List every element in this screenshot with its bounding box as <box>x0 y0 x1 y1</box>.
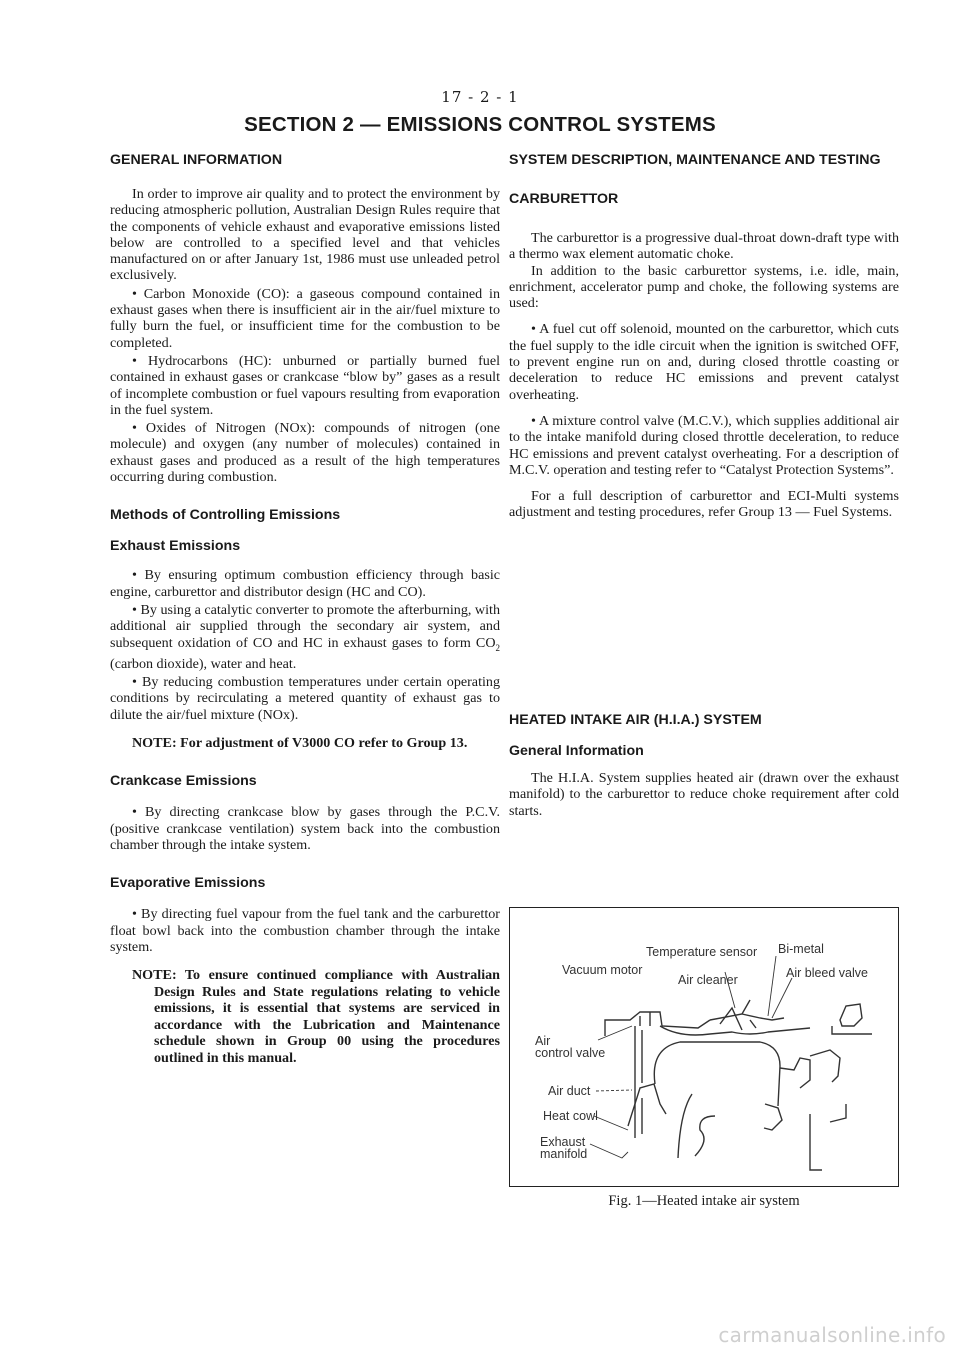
exhaust-manifold-shape <box>678 1094 715 1158</box>
label-bi-metal: Bi-metal <box>778 942 824 956</box>
crankcase-emissions-heading: Crankcase Emissions <box>110 773 257 790</box>
hia-general-information-heading: General Information <box>509 743 644 759</box>
bullet-hydrocarbons: • Hydrocarbons (HC): unburned or partially burned fuel contained in exhaust gases or crankcase “blow by” gases as a result of incomplete combustion or fuel vapours resulting from evaporation in the fuel system. <box>110 352 500 418</box>
carburettor-bullet-1: • A fuel cut off solenoid, mounted on the carburettor, which cuts the fuel supply to the idle circuit when the ignition is switched OFF, to prevent engine run on and, during closed throttle coasting or deceleration to reduce HC emissions and prevent catalyst overheating. <box>509 321 899 403</box>
label-manifold: manifold <box>540 1147 588 1161</box>
left-column <box>110 152 500 1066</box>
carburettor-paragraph-2: In addition to the basic carburettor systems, i.e. idle, main, enrichment, accelerator pump and choke, the following systems are used: <box>509 262 899 312</box>
label-vacuum-motor: Vacuum motor <box>562 963 643 977</box>
page-number: 17 - 2 - 1 <box>441 88 519 106</box>
air-duct-tube <box>635 1026 642 1138</box>
carburettor-heading: CARBURETTOR <box>509 191 619 207</box>
general-information-heading: GENERAL INFORMATION <box>110 152 283 168</box>
note-v3000: NOTE: For adjustment of V3000 CO refer to Group 13. <box>132 734 468 751</box>
label-air-cleaner: Air cleaner <box>678 973 738 987</box>
label-air-duct: Air duct <box>548 1084 591 1098</box>
label-exhaust: Exhaust <box>540 1135 586 1149</box>
section-title: SECTION 2 — EMISSIONS CONTROL SYSTEMS <box>244 113 716 136</box>
air-cleaner-snorkel <box>605 1012 710 1036</box>
hia-paragraph-1: The H.I.A. System supplies heated air (drawn over the exhaust manifold) to the carburettor to reduce choke requirement after cold starts. <box>509 770 899 819</box>
exhaust-bullet-3: • By reducing combustion temperatures under certain operating conditions by recirculating a metered quantity of exhaust gas to dilute the air/fuel mixture (NOx). <box>110 673 500 723</box>
crankcase-bullet-1: • By directing crankcase blow by gases through the P.C.V. (positive crankcase ventilation) system back into the combustion chamber through the intake system. <box>110 804 500 853</box>
hia-section <box>509 712 899 819</box>
exhaust-emissions-heading: Exhaust Emissions <box>110 538 241 555</box>
carburettor-paragraph-1: The carburettor is a progressive dual-throat down-draft type with a thermo wax element automatic choke. <box>509 230 899 263</box>
carburettor-body <box>654 1042 780 1106</box>
air-bleed-valve-shape <box>840 1004 862 1026</box>
evaporative-emissions-heading: Evaporative Emissions <box>110 875 266 892</box>
right-column <box>509 152 899 521</box>
carburettor-paragraph-3: For a full description of carburettor and ECI-Multi systems adjustment and testing procedures, refer Group 13 — Fuel Systems. <box>509 488 899 521</box>
label-air-bleed-valve: Air bleed valve <box>786 966 868 980</box>
bullet-carbon-monoxide: • Carbon Monoxide (CO): a gaseous compound contained in exhaust gases when there is insufficient air in the air/fuel mixture to fully burn the fuel, or insufficient time for the combustion to be completed. <box>110 285 500 351</box>
general-intro-paragraph: In order to improve air quality and to protect the environment by reducing atmospheric pollution, Australian Design Rules require that the components of vehicle exhaust and evaporative emissions listed below are controlled to a specified level and that vehicles manufactured on or after January 1st, 1986 must use unleaded petrol exclusively. <box>110 186 500 284</box>
label-temperature-sensor: Temperature sensor <box>646 945 758 959</box>
heat-cowl-shape <box>628 1084 666 1126</box>
exhaust-bullet-1: • By ensuring optimum combustion efficiency through basic engine, carburettor and distributor design (HC and CO). <box>110 567 500 600</box>
system-description-heading: SYSTEM DESCRIPTION, MAINTENANCE AND TESTING <box>509 152 881 168</box>
label-heat-cowl: Heat cowl <box>543 1109 598 1123</box>
note-compliance: NOTE: To ensure continued compliance with Australian Design Rules and State regulations relating to vehicle emissions, it is essential that systems are serviced in accordance with the Lubrication and Maintenance schedule shown in Group 00 using the procedures outlined in this manual. <box>132 967 500 1066</box>
evaporative-bullet-1: • By directing fuel vapour from the fuel tank and the carburettor float bowl back into the combustion chamber through the intake system. <box>110 906 500 955</box>
methods-heading: Methods of Controlling Emissions <box>110 507 341 524</box>
label-air: Air <box>535 1034 551 1048</box>
carburettor-bullet-2: • A mixture control valve (M.C.V.), which supplies additional air to the intake manifold during closed throttle deceleration, to reduce HC emissions and prevent catalyst overheating. For a description of M.C.V. operation and testing refer to “Catalyst Protection Systems”. <box>509 412 899 478</box>
hia-heading: HEATED INTAKE AIR (H.I.A.) SYSTEM <box>509 712 762 728</box>
watermark: carmanualsonline.info <box>718 1323 946 1347</box>
heated-intake-air-figure <box>509 907 899 1187</box>
bullet-oxides-of-nitrogen: • Oxides of Nitrogen (NOx): compounds of nitrogen (one molecule) and oxygen (any number of molecules) contained in exhaust gases and produced as a result of the high temperatures occurring during combustion. <box>110 420 500 486</box>
exhaust-bullet-2: • By using a catalytic converter to promote the afterburning, with additional air supplied through the secondary air system, and subsequent oxidation of CO and HC in exhaust gases to form $CO_2$ (carbon dioxide), water and heat. <box>110 601 500 672</box>
figure-caption: Fig. 1—Heated intake air system <box>608 1193 800 1209</box>
label-control-valve: control valve <box>535 1046 606 1060</box>
